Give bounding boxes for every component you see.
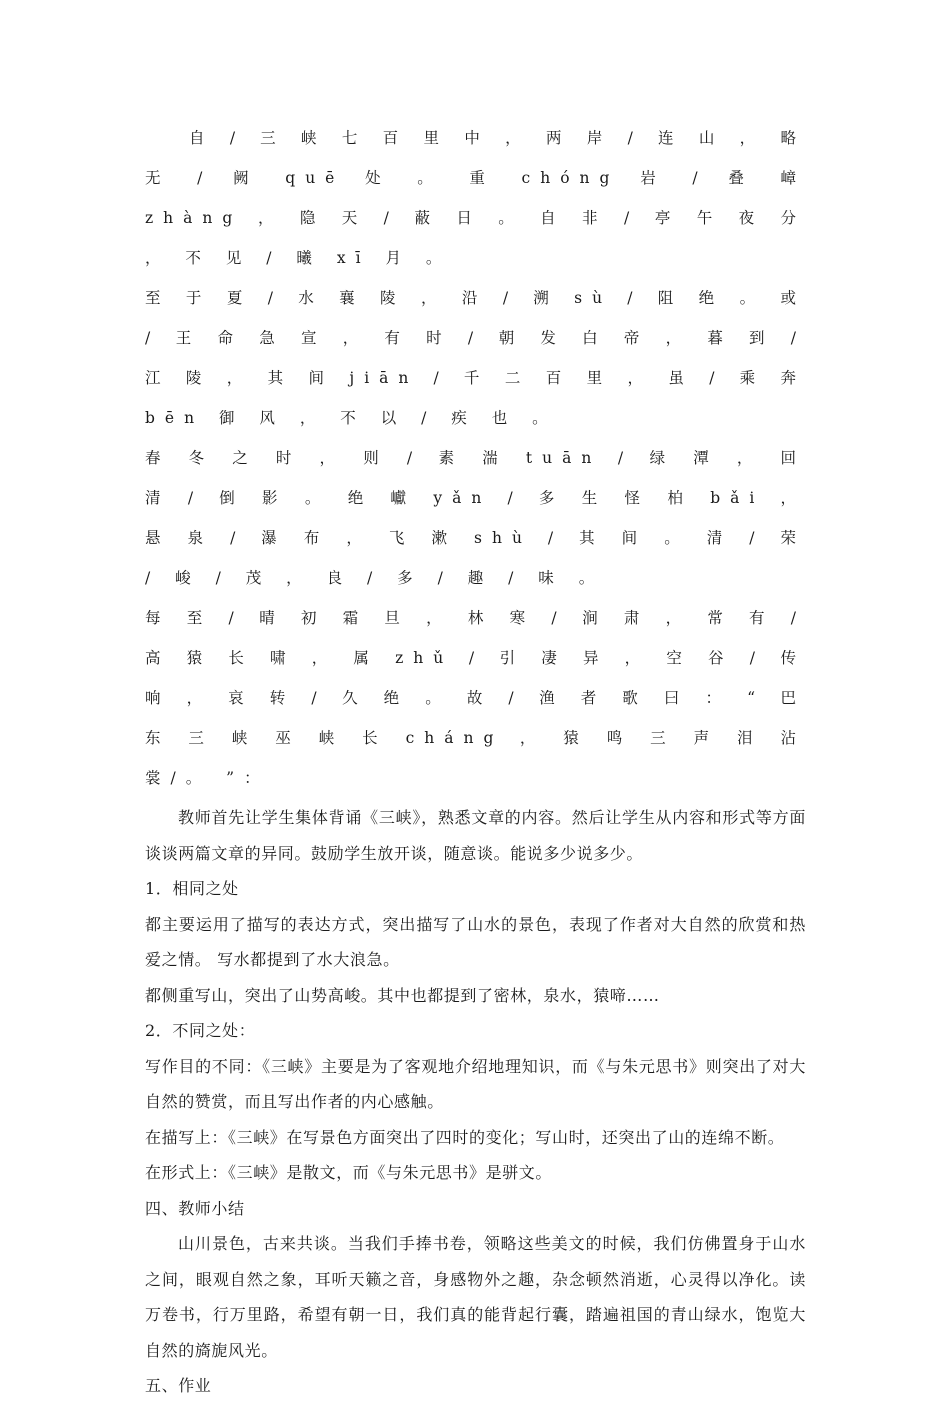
homework-heading: 五、作业 — [145, 1376, 212, 1395]
summary-heading: 四、教师小结 — [145, 1198, 245, 1218]
similarities-heading: 1．相同之处 — [145, 879, 239, 898]
differences-heading: 2．不同之处： — [145, 1021, 256, 1040]
difference-description: 在描写上：《三峡》在写景色方面突出了四时的变化；写山时，还突出了山的连绵不断。 — [145, 1127, 785, 1147]
difference-form: 在形式上：《三峡》是散文，而《与朱元思书》是骈文。 — [145, 1163, 553, 1182]
sanxia-paragraph-3: 春 冬 之 时 ， 则 / 素 湍 tuān / 绿 潭 ， 回 清 / 倒 影 。 绝 巘 yǎn / 多 生 怪 柏 bǎi ， 悬 泉 / 瀑 布 ， 飞 漱 shù / 其 间 。 清 / 荣 / 峻 / 茂 ， 良 / 多 / 趣 / 味 。 — [145, 449, 806, 587]
summary-text: 山川景色，古来共谈。当我们手捧书卷，领略这些美文的时候，我们仿佛置身于山水之间，眼观自然之象，耳听天籁之音，身感物外之趣，杂念顿然消逝，心灵得以净化。读万卷书，行万里路，希望有朝一日，我们真的能背起行囊，踏遍祖国的青山绿水，饱览大自然的旖旎风光。 — [145, 1234, 806, 1360]
sanxia-paragraph-1: 自 / 三 峡 七 百 里 中 ， 两 岸 / 连 山 ， 略 无 / 阙 quē 处 。 重 chóng 岩 / 叠 嶂 zhàng ， 隐 天 / 蔽 日 。 自 非 / 亭 午 夜 分 ， 不 见 / 曦 xī 月 。 — [145, 129, 806, 267]
similarity-item-1: 都主要运用了描写的表达方式，突出描写了山水的景色，表现了作者对大自然的欣赏和热爱之情。 写水都提到了水大浪急。 — [145, 914, 806, 969]
teaching-intro: 教师首先让学生集体背诵《三峡》，熟悉文章的内容。然后让学生从内容和形式等方面谈谈两篇文章的异同。鼓励学生放开谈，随意谈。能说多少说多少。 — [145, 808, 806, 863]
similarity-item-2: 都侧重写山，突出了山势高峻。其中也都提到了密林，泉水，猿啼…… — [145, 985, 660, 1005]
sanxia-paragraph-4: 每 至 / 晴 初 霜 旦 ， 林 寒 / 涧 肃 ， 常 有 / 高 猿 长 啸 ， 属 zhǔ / 引 凄 异 ， 空 谷 / 传 响 ， 哀 转 / 久 绝 。 故 / 渔 者 歌 曰 ： “ 巴 东 三 峡 巫 峡 长 cháng ， 猿 鸣 三 声 泪 沾 裳/。 ”： — [145, 609, 806, 787]
difference-purpose: 写作目的不同：《三峡》主要是为了客观地介绍地理知识，而《与朱元思书》则突出了对大自然的赞赏，而且写出作者的内心感触。 — [145, 1056, 806, 1111]
sanxia-paragraph-2: 至 于 夏 / 水 襄 陵 ， 沿 / 溯 sù / 阻 绝 。 或 / 王 命 急 宣 ， 有 时 / 朝 发 白 帝 ， 暮 到 / 江 陵 ， 其 间 jiān / 千 二 百 里 ， 虽 / 乘 奔 bēn 御 风 ， 不 以 / 疾 也 。 — [145, 289, 806, 427]
